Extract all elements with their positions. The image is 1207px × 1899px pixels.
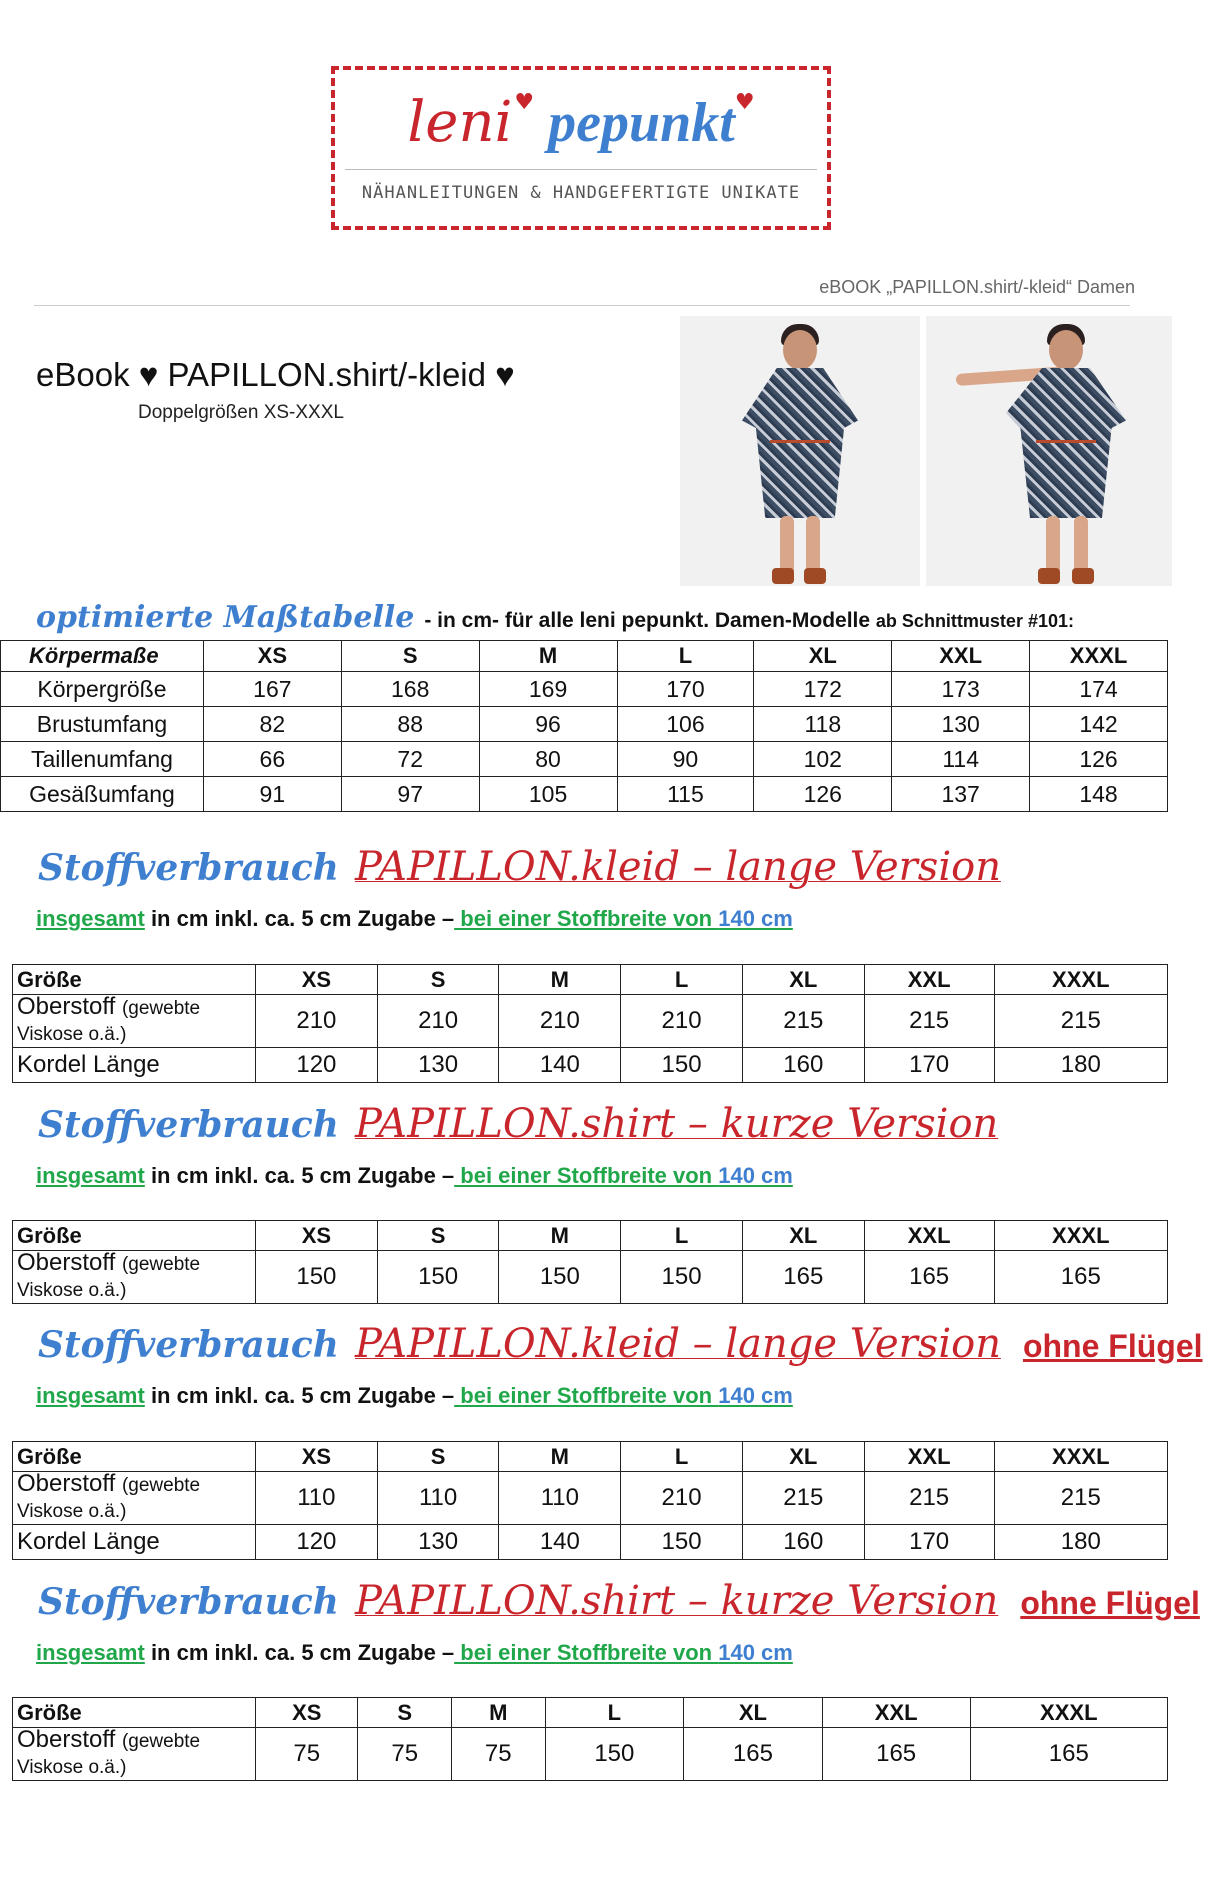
sub-fabric-width [454,1383,793,1408]
oberstoff-label: Oberstoff [17,1726,116,1753]
fabric-header-cell: XL [742,1221,864,1251]
header-ebook-label: eBOOK „PAPILLON.shirt/-kleid“ Damen [819,277,1135,297]
table-cell: 75 [256,1728,358,1781]
measure-heading-small: ab Schnittmuster #101: [875,611,1074,631]
measure-header-cell: XXL [892,641,1030,672]
oberstoff-note: (gewebte [121,998,201,1019]
fabric-header-cell: M [499,1221,621,1251]
table-cell: 165 [742,1251,864,1304]
oberstoff-note: (gewebte [121,1731,201,1752]
table-cell: 96 [479,707,617,742]
fabric-header-cell: XXL [822,1698,970,1728]
table-cell: 150 [377,1251,499,1304]
oberstoff-note: Viskose o.ä.) [17,1280,127,1301]
table-cell: 215 [994,1472,1167,1525]
table-row [13,1525,1168,1560]
fabric-header-cell: L [621,965,743,995]
heart-icon: ♥ [734,90,755,115]
table-cell: 210 [499,995,621,1048]
oberstoff-note: (gewebte [121,1254,201,1275]
table-cell: 110 [256,1472,378,1525]
oberstoff-note: (gewebte [121,1475,201,1496]
table-cell: 215 [864,995,994,1048]
table-cell: 114 [892,742,1030,777]
fabric-table-4 [12,1697,1168,1781]
table-cell: 90 [617,742,754,777]
table-cell: 126 [1030,742,1168,777]
sub-fabric-text: bei einer Stoffbreite von [454,1163,719,1188]
fabric-header-cell: S [377,965,499,995]
table-cell: 110 [499,1472,621,1525]
table-cell: 106 [617,707,754,742]
table-cell: 130 [377,1048,499,1083]
sub-fabric-num: 140 cm [718,1383,793,1408]
sub-total-label: insgesamt [36,1163,145,1188]
header-divider [34,305,1130,306]
table-cell: 140 [499,1525,621,1560]
fabric-header-cell: Größe [13,1442,256,1472]
table-cell: 97 [341,777,479,812]
fabric-header-cell: XXXL [994,1442,1167,1472]
oberstoff-note: Viskose o.ä.) [17,1757,127,1778]
table-cell: 142 [1030,707,1168,742]
table-cell: 110 [377,1472,499,1525]
sub-fabric-width [454,1163,793,1188]
fabric-header-cell: Größe [13,1221,256,1251]
fabric-header-row [13,1221,1168,1251]
measure-heading [36,600,1074,635]
section-subtitle-4 [36,1640,793,1666]
sub-fabric-text: bei einer Stoffbreite von [454,906,719,931]
section-product: PAPILLON.kleid – lange Version [354,844,1001,890]
measure-header-cell: XS [203,641,341,672]
fabric-header-cell: XXXL [970,1698,1167,1728]
section-title-1 [38,844,1001,890]
table-cell: 160 [742,1525,864,1560]
table-row [13,995,1168,1048]
table-cell: 150 [621,1525,743,1560]
table-row [13,1728,1168,1781]
table-row [1,707,1168,742]
model-photo-arm [926,316,1172,586]
logo-wordmark [335,90,827,155]
heart-icon: ♥ [514,90,535,115]
table-cell: 75 [452,1728,546,1781]
table-cell: 173 [892,672,1030,707]
table-cell: 102 [754,742,892,777]
fabric-table-2 [12,1220,1168,1304]
table-cell: 170 [617,672,754,707]
oberstoff-label: Oberstoff [17,1470,116,1497]
table-cell: 150 [545,1728,684,1781]
table-cell: 215 [742,1472,864,1525]
sub-total-label: insgesamt [36,1383,145,1408]
logo-tagline: NÄHANLEITUNGEN & HANDGEFERTIGTE UNIKATE [361,183,801,203]
row-label: Körpergröße [1,672,204,707]
table-cell: 150 [621,1251,743,1304]
measure-header-cell: M [479,641,617,672]
fabric-header-cell: M [499,965,621,995]
table-row [1,777,1168,812]
fabric-header-cell: L [621,1221,743,1251]
table-cell: 130 [377,1525,499,1560]
table-cell: 210 [621,995,743,1048]
table-cell: 215 [994,995,1167,1048]
table-cell: 170 [864,1525,994,1560]
table-cell: 150 [256,1251,378,1304]
table-cell: 168 [341,672,479,707]
sub-total-label: insgesamt [36,906,145,931]
sub-fabric-width [454,1640,793,1665]
measure-header-cell: XXXL [1030,641,1168,672]
table-cell: 165 [684,1728,823,1781]
row-label [13,1728,256,1781]
fabric-header-cell: Größe [13,1698,256,1728]
table-cell: 165 [970,1728,1167,1781]
row-label: Taillenumfang [1,742,204,777]
oberstoff-label: Oberstoff [17,1249,116,1276]
fabric-header-cell: XL [742,1442,864,1472]
row-label: Kordel Länge [13,1048,256,1083]
table-cell: 150 [499,1251,621,1304]
fabric-table-1 [12,964,1168,1083]
section-product: PAPILLON.shirt – kurze Version [354,1101,999,1147]
table-cell: 180 [994,1525,1167,1560]
fabric-header-cell: S [377,1221,499,1251]
table-cell: 210 [621,1472,743,1525]
table-cell: 150 [621,1048,743,1083]
measure-header-row [1,641,1168,672]
fabric-header-row [13,965,1168,995]
table-cell: 170 [864,1048,994,1083]
oberstoff-note: Viskose o.ä.) [17,1501,127,1522]
fabric-header-cell: XXXL [994,1221,1167,1251]
section-title-3 [38,1321,1203,1367]
table-cell: 82 [203,707,341,742]
table-cell: 140 [499,1048,621,1083]
fabric-header-cell: XXL [864,1221,994,1251]
table-cell: 167 [203,672,341,707]
fabric-header-cell: L [621,1442,743,1472]
table-cell: 126 [754,777,892,812]
page-subtitle: Doppelgrößen XS-XXXL [138,402,344,423]
table-cell: 172 [754,672,892,707]
sub-fabric-num: 140 cm [718,1640,793,1665]
fabric-header-cell: M [499,1442,621,1472]
table-cell: 72 [341,742,479,777]
measure-header-cell: XL [754,641,892,672]
table-cell: 88 [341,707,479,742]
table-row [13,1251,1168,1304]
section-label: Stoffverbrauch [38,1104,339,1146]
fabric-header-row [13,1442,1168,1472]
page-title: eBook ♥ PAPILLON.shirt/-kleid ♥ [36,356,515,393]
row-label [13,1472,256,1525]
section-label: Stoffverbrauch [38,1581,339,1623]
table-row [13,1048,1168,1083]
sub-fabric-text: bei einer Stoffbreite von [454,1640,719,1665]
sub-text: in cm inkl. ca. 5 cm Zugabe – [144,1163,455,1188]
section-subtitle-2 [36,1163,793,1189]
measure-heading-script: optimierte Maßtabelle [36,600,415,635]
fabric-header-cell: XXL [864,1442,994,1472]
sub-fabric-width [454,906,793,931]
measure-header-cell: L [617,641,754,672]
logo [331,66,831,230]
sub-total-label: insgesamt [36,1640,145,1665]
fabric-header-cell: XS [256,1442,378,1472]
fabric-header-cell: XL [684,1698,823,1728]
fabric-header-cell: XS [256,1698,358,1728]
table-row [13,1472,1168,1525]
table-cell: 160 [742,1048,864,1083]
table-cell: 148 [1030,777,1168,812]
section-title-2 [38,1101,998,1147]
measure-header-cell: Körpermaße [1,641,204,672]
table-cell: 80 [479,742,617,777]
fabric-header-cell: XL [742,965,864,995]
logo-leni: leni [407,90,513,155]
fabric-header-cell: M [452,1698,546,1728]
section-label: Stoffverbrauch [38,1324,339,1366]
sub-fabric-num: 140 cm [718,1163,793,1188]
table-cell: 210 [256,995,378,1048]
fabric-header-row [13,1698,1168,1728]
table-cell: 66 [203,742,341,777]
table-row [1,672,1168,707]
logo-pepunkt: pepunkt [548,92,735,154]
sub-fabric-num: 140 cm [718,906,793,931]
fabric-header-cell: XS [256,1221,378,1251]
table-cell: 215 [742,995,864,1048]
table-cell: 210 [377,995,499,1048]
sub-text: in cm inkl. ca. 5 cm Zugabe – [144,906,455,931]
oberstoff-note: Viskose o.ä.) [17,1024,127,1045]
table-cell: 165 [864,1251,994,1304]
section-variant: ohne Flügel [1022,1328,1203,1364]
row-label: Gesäßumfang [1,777,204,812]
oberstoff-label: Oberstoff [17,993,116,1020]
section-label: Stoffverbrauch [38,847,339,889]
table-cell: 137 [892,777,1030,812]
table-cell: 115 [617,777,754,812]
table-cell: 165 [994,1251,1167,1304]
sub-fabric-text: bei einer Stoffbreite von [454,1383,719,1408]
table-cell: 120 [256,1525,378,1560]
row-label [13,1251,256,1304]
measure-table [0,640,1168,812]
model-photo-front [680,316,920,586]
table-cell: 174 [1030,672,1168,707]
sub-text: in cm inkl. ca. 5 cm Zugabe – [144,1383,455,1408]
section-title-4 [38,1578,1200,1624]
table-cell: 215 [864,1472,994,1525]
row-label: Kordel Länge [13,1525,256,1560]
section-subtitle-3 [36,1383,793,1409]
table-cell: 75 [358,1728,452,1781]
section-subtitle-1 [36,906,793,932]
table-cell: 120 [256,1048,378,1083]
section-variant: ohne Flügel [1020,1585,1200,1621]
table-cell: 165 [822,1728,970,1781]
sub-text: in cm inkl. ca. 5 cm Zugabe – [144,1640,455,1665]
fabric-header-cell: XXXL [994,965,1167,995]
fabric-header-cell: S [358,1698,452,1728]
fabric-header-cell: Größe [13,965,256,995]
table-cell: 130 [892,707,1030,742]
table-row [1,742,1168,777]
measure-heading-main: - in cm- für alle leni pepunkt. Damen-Modelle [424,609,871,632]
table-cell: 91 [203,777,341,812]
fabric-header-cell: XXL [864,965,994,995]
table-cell: 105 [479,777,617,812]
table-cell: 180 [994,1048,1167,1083]
table-cell: 169 [479,672,617,707]
measure-header-cell: S [341,641,479,672]
section-product: PAPILLON.kleid – lange Version [354,1321,1001,1367]
table-cell: 118 [754,707,892,742]
row-label [13,995,256,1048]
fabric-header-cell: L [545,1698,684,1728]
row-label: Brustumfang [1,707,204,742]
fabric-header-cell: S [377,1442,499,1472]
fabric-table-3 [12,1441,1168,1560]
logo-divider [345,169,817,170]
section-product: PAPILLON.shirt – kurze Version [354,1578,999,1624]
measure-heading-text [424,609,1074,632]
fabric-header-cell: XS [256,965,378,995]
